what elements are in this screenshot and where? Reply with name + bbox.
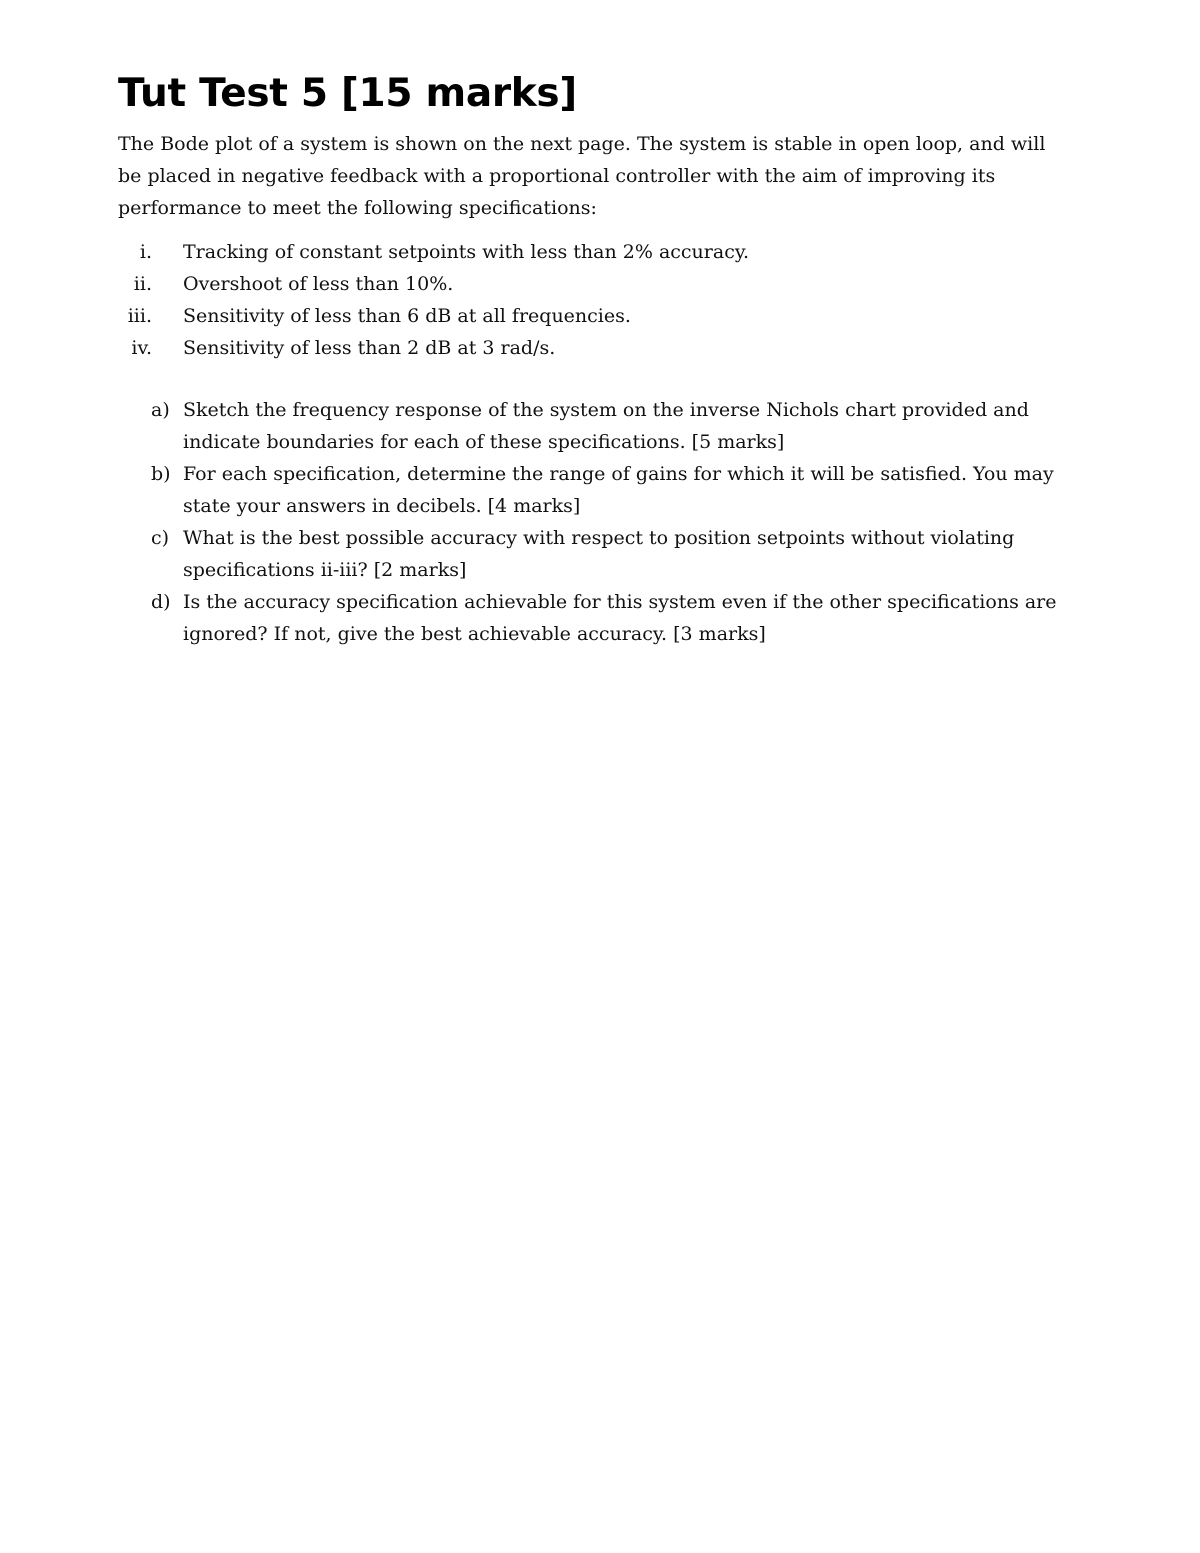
list-marker: iv. — [131, 337, 152, 359]
list-marker: d) — [151, 591, 171, 613]
question-list — [118, 394, 1078, 650]
list-marker: b) — [151, 463, 171, 485]
list-marker: ii. — [133, 273, 152, 295]
question-text: For each specification, determine the range of gains for which it will be satisfied. You may state your answers in decibels. [4 marks] — [183, 463, 1054, 517]
question-text: Is the accuracy specification achievable for this system even if the other specifications are ignored? If not, give the best achievable accuracy. [3 marks] — [183, 591, 1057, 645]
specification-text: Tracking of constant setpoints with less than 2% accuracy. — [183, 241, 750, 263]
question-item — [118, 522, 1078, 586]
intro-paragraph: The Bode plot of a system is shown on the next page. The system is stable in open loop, and will be placed in negative feedback with a proportional controller with the aim of improving its performance to meet the following specifications: — [118, 133, 1046, 219]
question-text: What is the best possible accuracy with respect to position setpoints without violating specifications ii-iii? [2 marks] — [183, 527, 1015, 581]
page-title: Tut Test 5 [15 marks] — [118, 71, 577, 116]
list-marker: c) — [151, 527, 170, 549]
specification-item — [118, 332, 1078, 364]
specification-text: Sensitivity of less than 6 dB at all frequencies. — [183, 305, 631, 327]
list-marker: a) — [151, 399, 170, 421]
specification-text: Sensitivity of less than 2 dB at 3 rad/s. — [183, 337, 556, 359]
specification-list — [118, 236, 1078, 364]
question-item — [118, 458, 1078, 522]
question-item — [118, 586, 1078, 650]
specification-text: Overshoot of less than 10%. — [183, 273, 454, 295]
specification-item — [118, 268, 1078, 300]
question-item — [118, 394, 1078, 458]
document-page — [118, 68, 1078, 650]
question-text: Sketch the frequency response of the system on the inverse Nichols chart provided and indicate boundaries for each of these specifications. [5 marks] — [183, 399, 1029, 453]
specification-item — [118, 236, 1078, 268]
list-marker: iii. — [127, 305, 152, 327]
list-marker: i. — [139, 241, 152, 263]
specification-item — [118, 300, 1078, 332]
